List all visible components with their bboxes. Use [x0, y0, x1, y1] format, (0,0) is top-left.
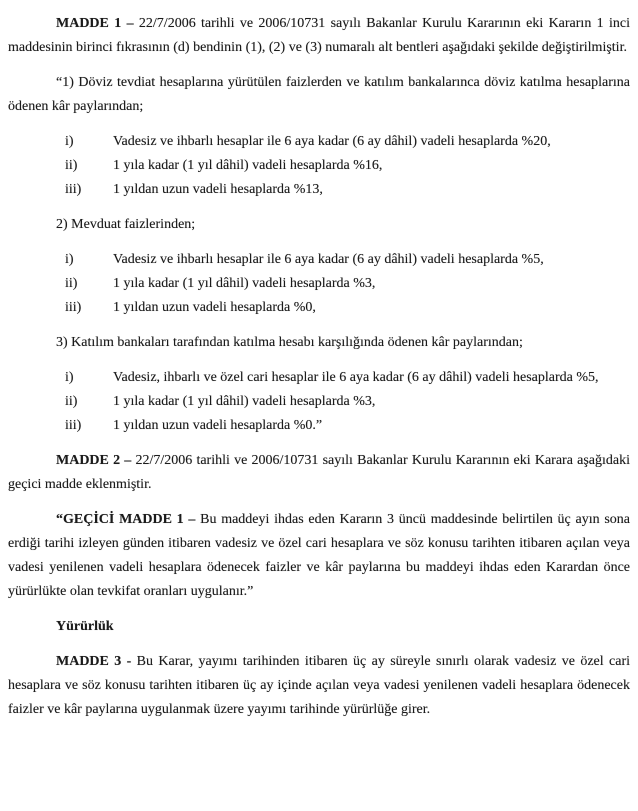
- subclause-1-paragraph: [8, 71, 630, 119]
- fx-deposit-rate-list: [65, 130, 630, 202]
- list-item-text: Vadesiz ve ihbarlı hesaplar ile 6 aya kadar (6 ay dâhil) vadeli hesaplarda %5,: [113, 252, 544, 267]
- article-2-text: 22/7/2006 tarihli ve 2006/10731 sayılı Bakanlar Kurulu Kararının eki Karara aşağıdaki geçici madde eklenmiştir.: [8, 453, 630, 492]
- article-3-text: Bu Karar, yayımı tarihinden itibaren üç ay süreyle sınırlı olarak vadesiz ve özel cari hesaplara ve söz konusu tarihten itibaren üç ay içinde açılan veya vadesi yenilenen vadeli hesaplara ödenecek faizler ve kâr paylarına uygulanmak üzere yayımı tarihinde yürürlüğe girer.: [8, 654, 630, 717]
- list-item-text: 1 yıldan uzun vadeli hesaplarda %0,: [113, 300, 316, 315]
- deposit-interest-rate-list: [65, 248, 630, 320]
- subclause-1-text: “1) Döviz tevdiat hesaplarına yürütülen faizlerden ve katılım bankalarınca döviz katılma hesaplarına ödenen kâr paylarından;: [8, 75, 630, 114]
- list-item: [65, 296, 630, 320]
- list-item-numeral: iii): [65, 418, 82, 433]
- subclause-3-text: 3) Katılım bankaları tarafından katılma hesabı karşılığında ödenen kâr paylarından;: [56, 335, 523, 350]
- list-item: [65, 390, 630, 414]
- list-item: [65, 414, 630, 438]
- article-2-paragraph: [8, 449, 630, 497]
- list-item-numeral: ii): [65, 394, 78, 409]
- list-item-numeral: ii): [65, 276, 78, 291]
- article-1-text: 22/7/2006 tarihli ve 2006/10731 sayılı Bakanlar Kurulu Kararının eki Kararın 1 inci maddesinin birinci fıkrasının (d) bendinin (1), (2) ve (3) numaralı alt bentleri aşağıdaki şekilde değiştirilmiştir.: [8, 16, 630, 55]
- article-3-label: MADDE 3 -: [56, 654, 132, 669]
- list-item: [65, 366, 630, 390]
- list-item-numeral: i): [65, 370, 74, 385]
- list-item-numeral: i): [65, 134, 74, 149]
- subclause-2-paragraph: [8, 213, 630, 237]
- list-item-text: 1 yıla kadar (1 yıl dâhil) vadeli hesaplarda %16,: [113, 158, 383, 173]
- list-item: [65, 154, 630, 178]
- list-item-text: 1 yıldan uzun vadeli hesaplarda %0.”: [113, 418, 323, 433]
- subclause-3-paragraph: [8, 331, 630, 355]
- article-2-label: MADDE 2 –: [56, 453, 132, 468]
- list-item: [65, 130, 630, 154]
- temporary-article-1-text: Bu maddeyi ihdas eden Kararın 3 üncü maddesinde belirtilen üç ayın sona erdiği tarihi izleyen günden itibaren vadesiz ve özel cari hesaplara ve söz konusu tarihten itibaren açılan veya vadesi yenilenen vadeli hesaplara ödenecek faizler ve kâr paylarına bu maddeyi ihdas eden Karardan önce yürürlükte olan tevkifat oranları uygulanır.”: [8, 512, 630, 599]
- list-item-numeral: i): [65, 252, 74, 267]
- list-item-text: 1 yıldan uzun vadeli hesaplarda %13,: [113, 182, 323, 197]
- article-3-paragraph: [8, 650, 630, 722]
- list-item-numeral: iii): [65, 300, 82, 315]
- list-item: [65, 178, 630, 202]
- subclause-2-text: 2) Mevduat faizlerinden;: [56, 217, 196, 232]
- article-1-paragraph: [8, 12, 630, 60]
- section-heading-text: Yürürlük: [56, 619, 114, 634]
- list-item-text: 1 yıla kadar (1 yıl dâhil) vadeli hesaplarda %3,: [113, 394, 376, 409]
- section-heading-yururluk: [8, 615, 630, 639]
- list-item-text: Vadesiz ve ihbarlı hesaplar ile 6 aya kadar (6 ay dâhil) vadeli hesaplarda %20,: [113, 134, 551, 149]
- participation-bank-rate-list: [65, 366, 630, 438]
- temporary-article-1-paragraph: [8, 508, 630, 604]
- article-1-label: MADDE 1 –: [56, 16, 134, 31]
- list-item-text: Vadesiz, ihbarlı ve özel cari hesaplar ile 6 aya kadar (6 ay dâhil) vadeli hesaplarda %5,: [113, 370, 599, 385]
- list-item: [65, 272, 630, 296]
- list-item-numeral: iii): [65, 182, 82, 197]
- list-item-text: 1 yıla kadar (1 yıl dâhil) vadeli hesaplarda %3,: [113, 276, 376, 291]
- list-item-numeral: ii): [65, 158, 78, 173]
- list-item: [65, 248, 630, 272]
- temporary-article-1-label: “GEÇİCİ MADDE 1 –: [56, 512, 196, 527]
